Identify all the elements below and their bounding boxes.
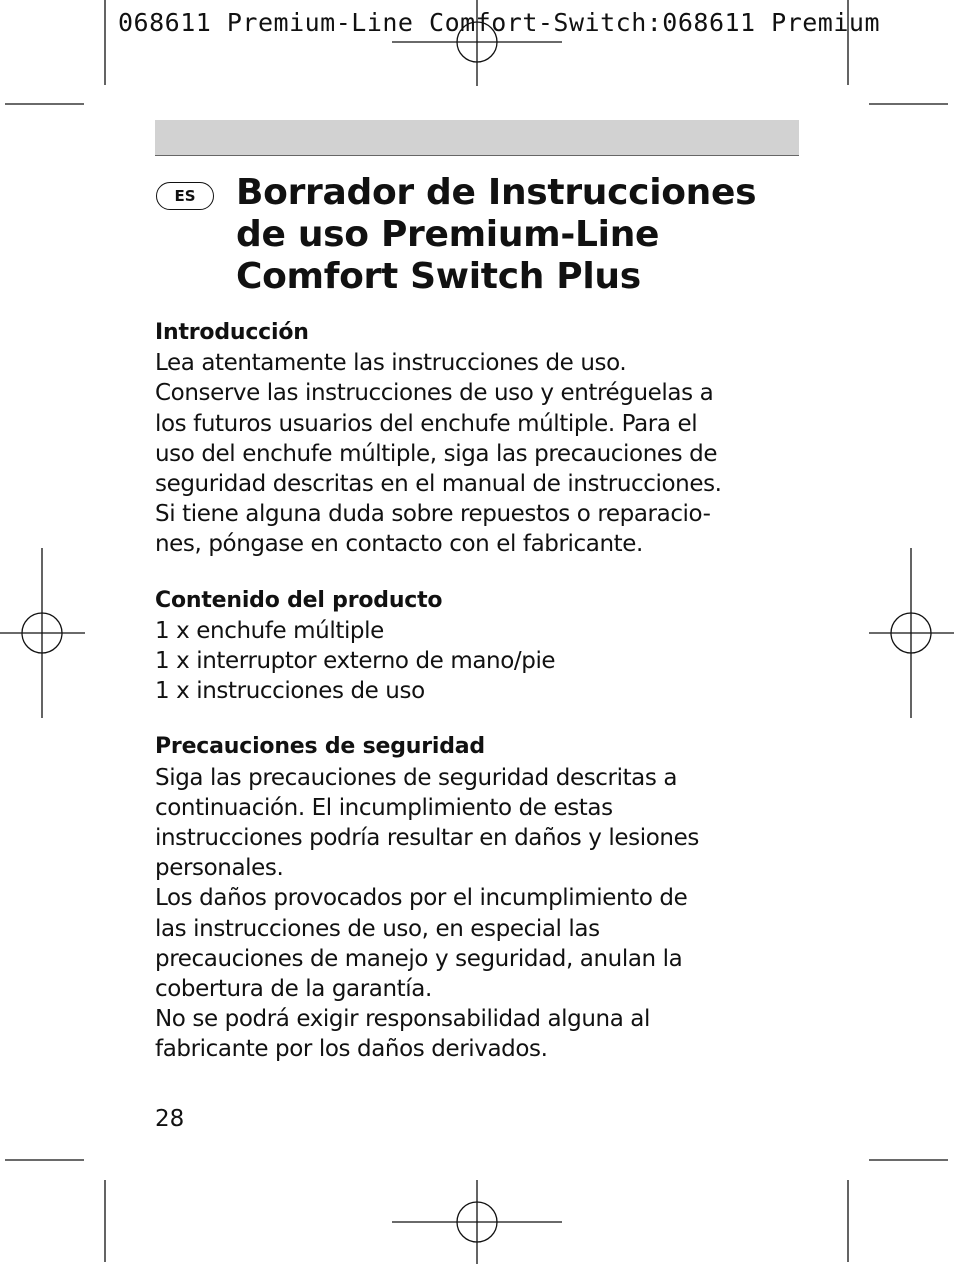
section-text — [155, 348, 815, 559]
text-line: cobertura de la garantía. — [155, 976, 432, 1003]
text-line: Lea atentamente las instrucciones de uso. — [155, 350, 627, 377]
text-line: Conserve las instrucciones de uso y entréguelas a — [155, 380, 714, 407]
section-contenido — [155, 586, 815, 707]
registration-mark-right — [869, 548, 954, 718]
document-body — [155, 318, 815, 1091]
text-line: las instrucciones de uso, en especial las — [155, 915, 600, 942]
print-slug-line: 068611 Premium-Line Comfort-Switch:068611 Premium — [118, 8, 881, 37]
section-heading: Introducción — [155, 320, 309, 345]
header-band — [155, 120, 799, 156]
text-line: personales. — [155, 855, 284, 882]
text-line: Si tiene alguna duda sobre repuestos o reparacio- — [155, 501, 711, 528]
section-text — [155, 616, 815, 707]
text-line: nes, póngase en contacto con el fabricante. — [155, 531, 643, 558]
text-line: Los daños provocados por el incumplimiento de — [155, 885, 688, 912]
page-number: 28 — [155, 1106, 185, 1132]
language-badge: ES — [156, 182, 214, 210]
text-line: uso del enchufe múltiple, siga las precauciones de — [155, 440, 718, 467]
text-line: continuación. El incumplimiento de estas — [155, 794, 613, 821]
section-text — [155, 763, 815, 1065]
section-precauciones — [155, 732, 815, 1064]
section-heading: Precauciones de seguridad — [155, 734, 485, 760]
text-line: fabricante por los daños derivados. — [155, 1036, 548, 1063]
section-heading: Contenido del producto — [155, 587, 443, 613]
document-title — [236, 172, 836, 298]
title-line: Borrador de Instrucciones — [236, 172, 757, 213]
text-line: seguridad descritas en el manual de instrucciones. — [155, 471, 722, 498]
text-line: instrucciones podría resultar en daños y lesiones — [155, 825, 699, 852]
title-line: de uso Premium-Line — [236, 214, 660, 255]
registration-mark-bottom — [392, 1180, 562, 1264]
section-introduccion — [155, 318, 815, 560]
list-item: 1 x instrucciones de uso — [155, 678, 425, 705]
text-line: los futuros usuarios del enchufe múltiple. Para el — [155, 410, 698, 437]
text-line: precauciones de manejo y seguridad, anulan la — [155, 945, 683, 972]
text-line: Siga las precauciones de seguridad descritas a — [155, 764, 678, 791]
registration-mark-left — [0, 548, 85, 718]
title-line: Comfort Switch Plus — [236, 256, 641, 297]
list-item: 1 x enchufe múltiple — [155, 617, 384, 644]
list-item: 1 x interruptor externo de mano/pie — [155, 648, 556, 675]
text-line: No se podrá exigir responsabilidad alguna al — [155, 1006, 650, 1033]
